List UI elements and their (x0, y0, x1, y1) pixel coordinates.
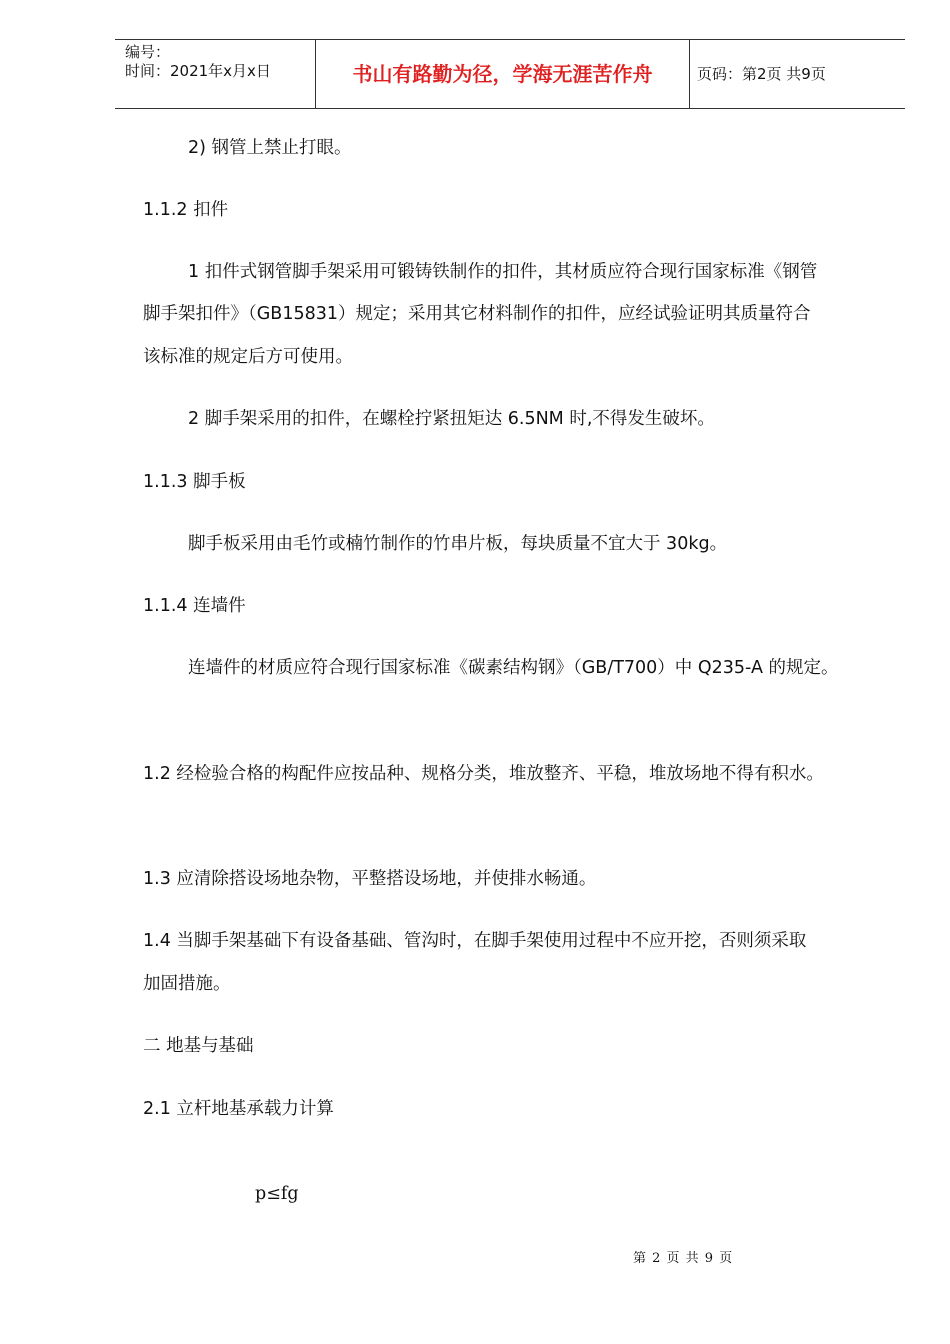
paragraph-fastener-line-1: 1 扣件式钢管脚手架采用可锻铸铁制作的扣件，其材质应符合现行国家标准《钢管 (188, 262, 818, 282)
paragraph-fastener-line-3: 该标准的规定后方可使用。 (143, 347, 353, 367)
paragraph-fastener-line-2: 脚手架扣件》（GB15831）规定；采用其它材料制作的扣件，应经试验证明其质量符合 (143, 304, 811, 324)
page-header (115, 39, 905, 109)
paragraph-1-4-line-2: 加固措施。 (143, 974, 231, 994)
header-meta-cell (115, 40, 316, 108)
header-motto-cell (316, 40, 690, 108)
paragraph-fastener-torque: 2 脚手架采用的扣件，在螺栓拧紧扭矩达 6.5NM 时,不得发生破坏。 (188, 409, 715, 429)
formula-bearing-capacity: p≤fg (255, 1184, 299, 1204)
paragraph-steel-pipe-note: 2) 钢管上禁止打眼。 (188, 138, 352, 158)
document-time-label: 时间：2021年x月x日 (125, 62, 271, 80)
header-motto: 书山有路勤为径，学海无涯苦作舟 (352, 62, 653, 86)
section-heading-1-1-2: 1.1.2 扣件 (143, 200, 229, 220)
section-heading-1-1-3: 1.1.3 脚手板 (143, 472, 246, 492)
page-footer: 第 2 页 共 9 页 (633, 1251, 734, 1266)
paragraph-scaffold-board: 脚手板采用由毛竹或楠竹制作的竹串片板，每块质量不宜大于 30kg。 (188, 534, 728, 554)
paragraph-1-3-site-clearing: 1.3 应清除搭设场地杂物，平整搭设场地，并使排水畅通。 (143, 869, 597, 889)
chapter-heading-foundation: 二 地基与基础 (143, 1036, 254, 1056)
paragraph-wall-connector: 连墙件的材质应符合现行国家标准《碳素结构钢》（GB/T700）中 Q235-A 的规定。 (188, 658, 839, 678)
paragraph-1-2-storage: 1.2 经检验合格的构配件应按品种、规格分类，堆放整齐、平稳，堆放场地不得有积水。 (143, 764, 824, 784)
document-number-label: 编号： (125, 43, 171, 61)
section-heading-2-1: 2.1 立杆地基承载力计算 (143, 1099, 334, 1119)
header-page-cell (690, 40, 905, 108)
header-page-info: 页码：第2页 共9页 (697, 65, 826, 83)
paragraph-1-4-line-1: 1.4 当脚手架基础下有设备基础、管沟时，在脚手架使用过程中不应开挖，否则须采取 (143, 931, 807, 951)
section-heading-1-1-4: 1.1.4 连墙件 (143, 596, 246, 616)
